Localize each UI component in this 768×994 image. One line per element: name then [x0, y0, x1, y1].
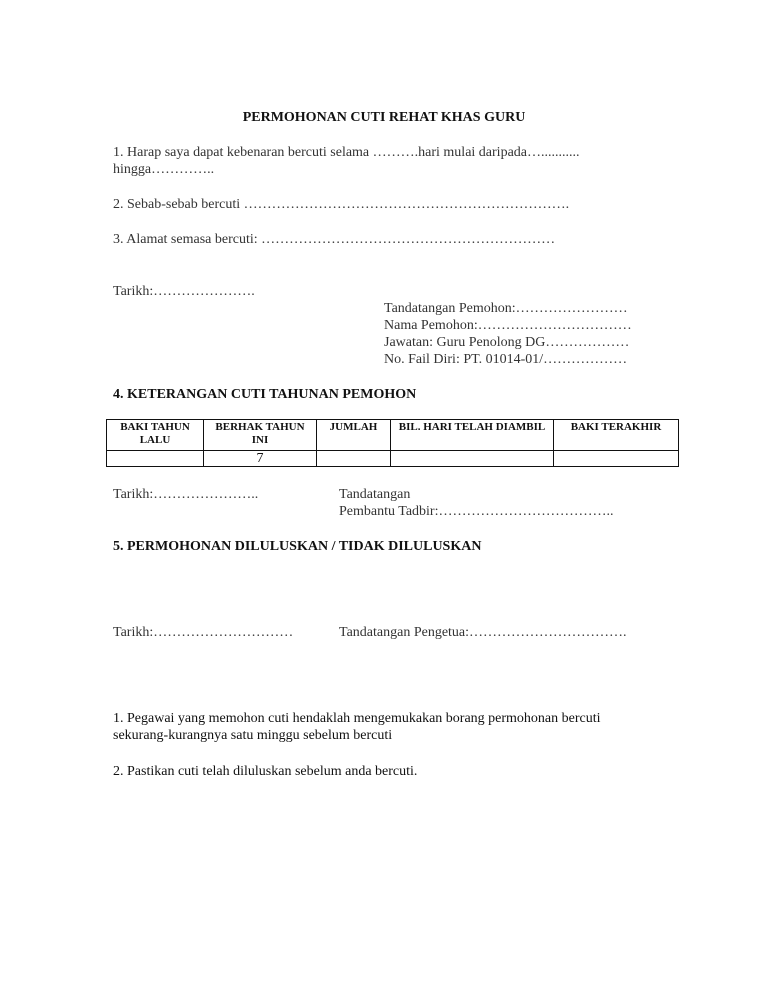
header-jumlah: JUMLAH: [317, 420, 391, 451]
admin-signature-line1: Tandatangan: [339, 487, 411, 502]
item1-line1: 1. Harap saya dapat kebenaran bercuti selama ……….hari mulai daripada…...........: [113, 145, 580, 160]
cell-baki-tahun-lalu[interactable]: [107, 451, 204, 467]
item3-address: 3. Alamat semasa bercuti: ………………………………………………………: [113, 232, 556, 247]
item2-reason: 2. Sebab-sebab bercuti …………………………………………………………….: [113, 197, 570, 212]
header-bil-hari: BIL. HARI TELAH DIAMBIL: [391, 420, 554, 451]
applicant-file-no: No. Fail Diri: PT. 01014-01/………………: [384, 352, 628, 367]
table-row: [107, 451, 679, 467]
section5-heading: 5. PERMOHONAN DILULUSKAN / TIDAK DILULUSKAN: [113, 539, 482, 554]
note1-line2: sekurang-kurangnya satu minggu sebelum bercuti: [113, 728, 393, 743]
leave-table: [106, 419, 679, 467]
date-applicant: Tarikh:………………….: [113, 284, 255, 299]
cell-bil-hari[interactable]: [391, 451, 554, 467]
form-title: PERMOHONAN CUTI REHAT KHAS GURU: [242, 110, 526, 125]
note2: 2. Pastikan cuti telah diluluskan sebelum anda bercuti.: [113, 764, 418, 779]
leave-table-header-row: [107, 420, 679, 451]
cell-jumlah[interactable]: [317, 451, 391, 467]
header-baki-terakhir: BAKI TERAKHIR: [554, 420, 679, 451]
header-berhak-tahun-ini: BERHAK TAHUN INI: [204, 420, 317, 451]
principal-signature: Tandatangan Pengetua:…………………………….: [339, 625, 627, 640]
date-admin: Tarikh:…………………..: [113, 487, 259, 502]
cell-baki-terakhir[interactable]: [554, 451, 679, 467]
admin-signature-line2: Pembantu Tadbir:………………………………..: [339, 504, 614, 519]
section4-heading: 4. KETERANGAN CUTI TAHUNAN PEMOHON: [113, 387, 417, 402]
item1-line2: hingga…………..: [113, 162, 215, 177]
note1-line1: 1. Pegawai yang memohon cuti hendaklah mengemukakan borang permohonan bercuti: [113, 711, 601, 726]
header-baki-tahun-lalu: BAKI TAHUN LALU: [107, 420, 204, 451]
applicant-name: Nama Pemohon:……………………………: [384, 318, 632, 333]
applicant-position: Jawatan: Guru Penolong DG………………: [384, 335, 630, 350]
cell-berhak-tahun-ini[interactable]: 7: [204, 451, 317, 467]
applicant-signature: Tandatangan Pemohon:……………………: [384, 301, 628, 316]
date-principal: Tarikh:…………………………: [113, 625, 294, 640]
